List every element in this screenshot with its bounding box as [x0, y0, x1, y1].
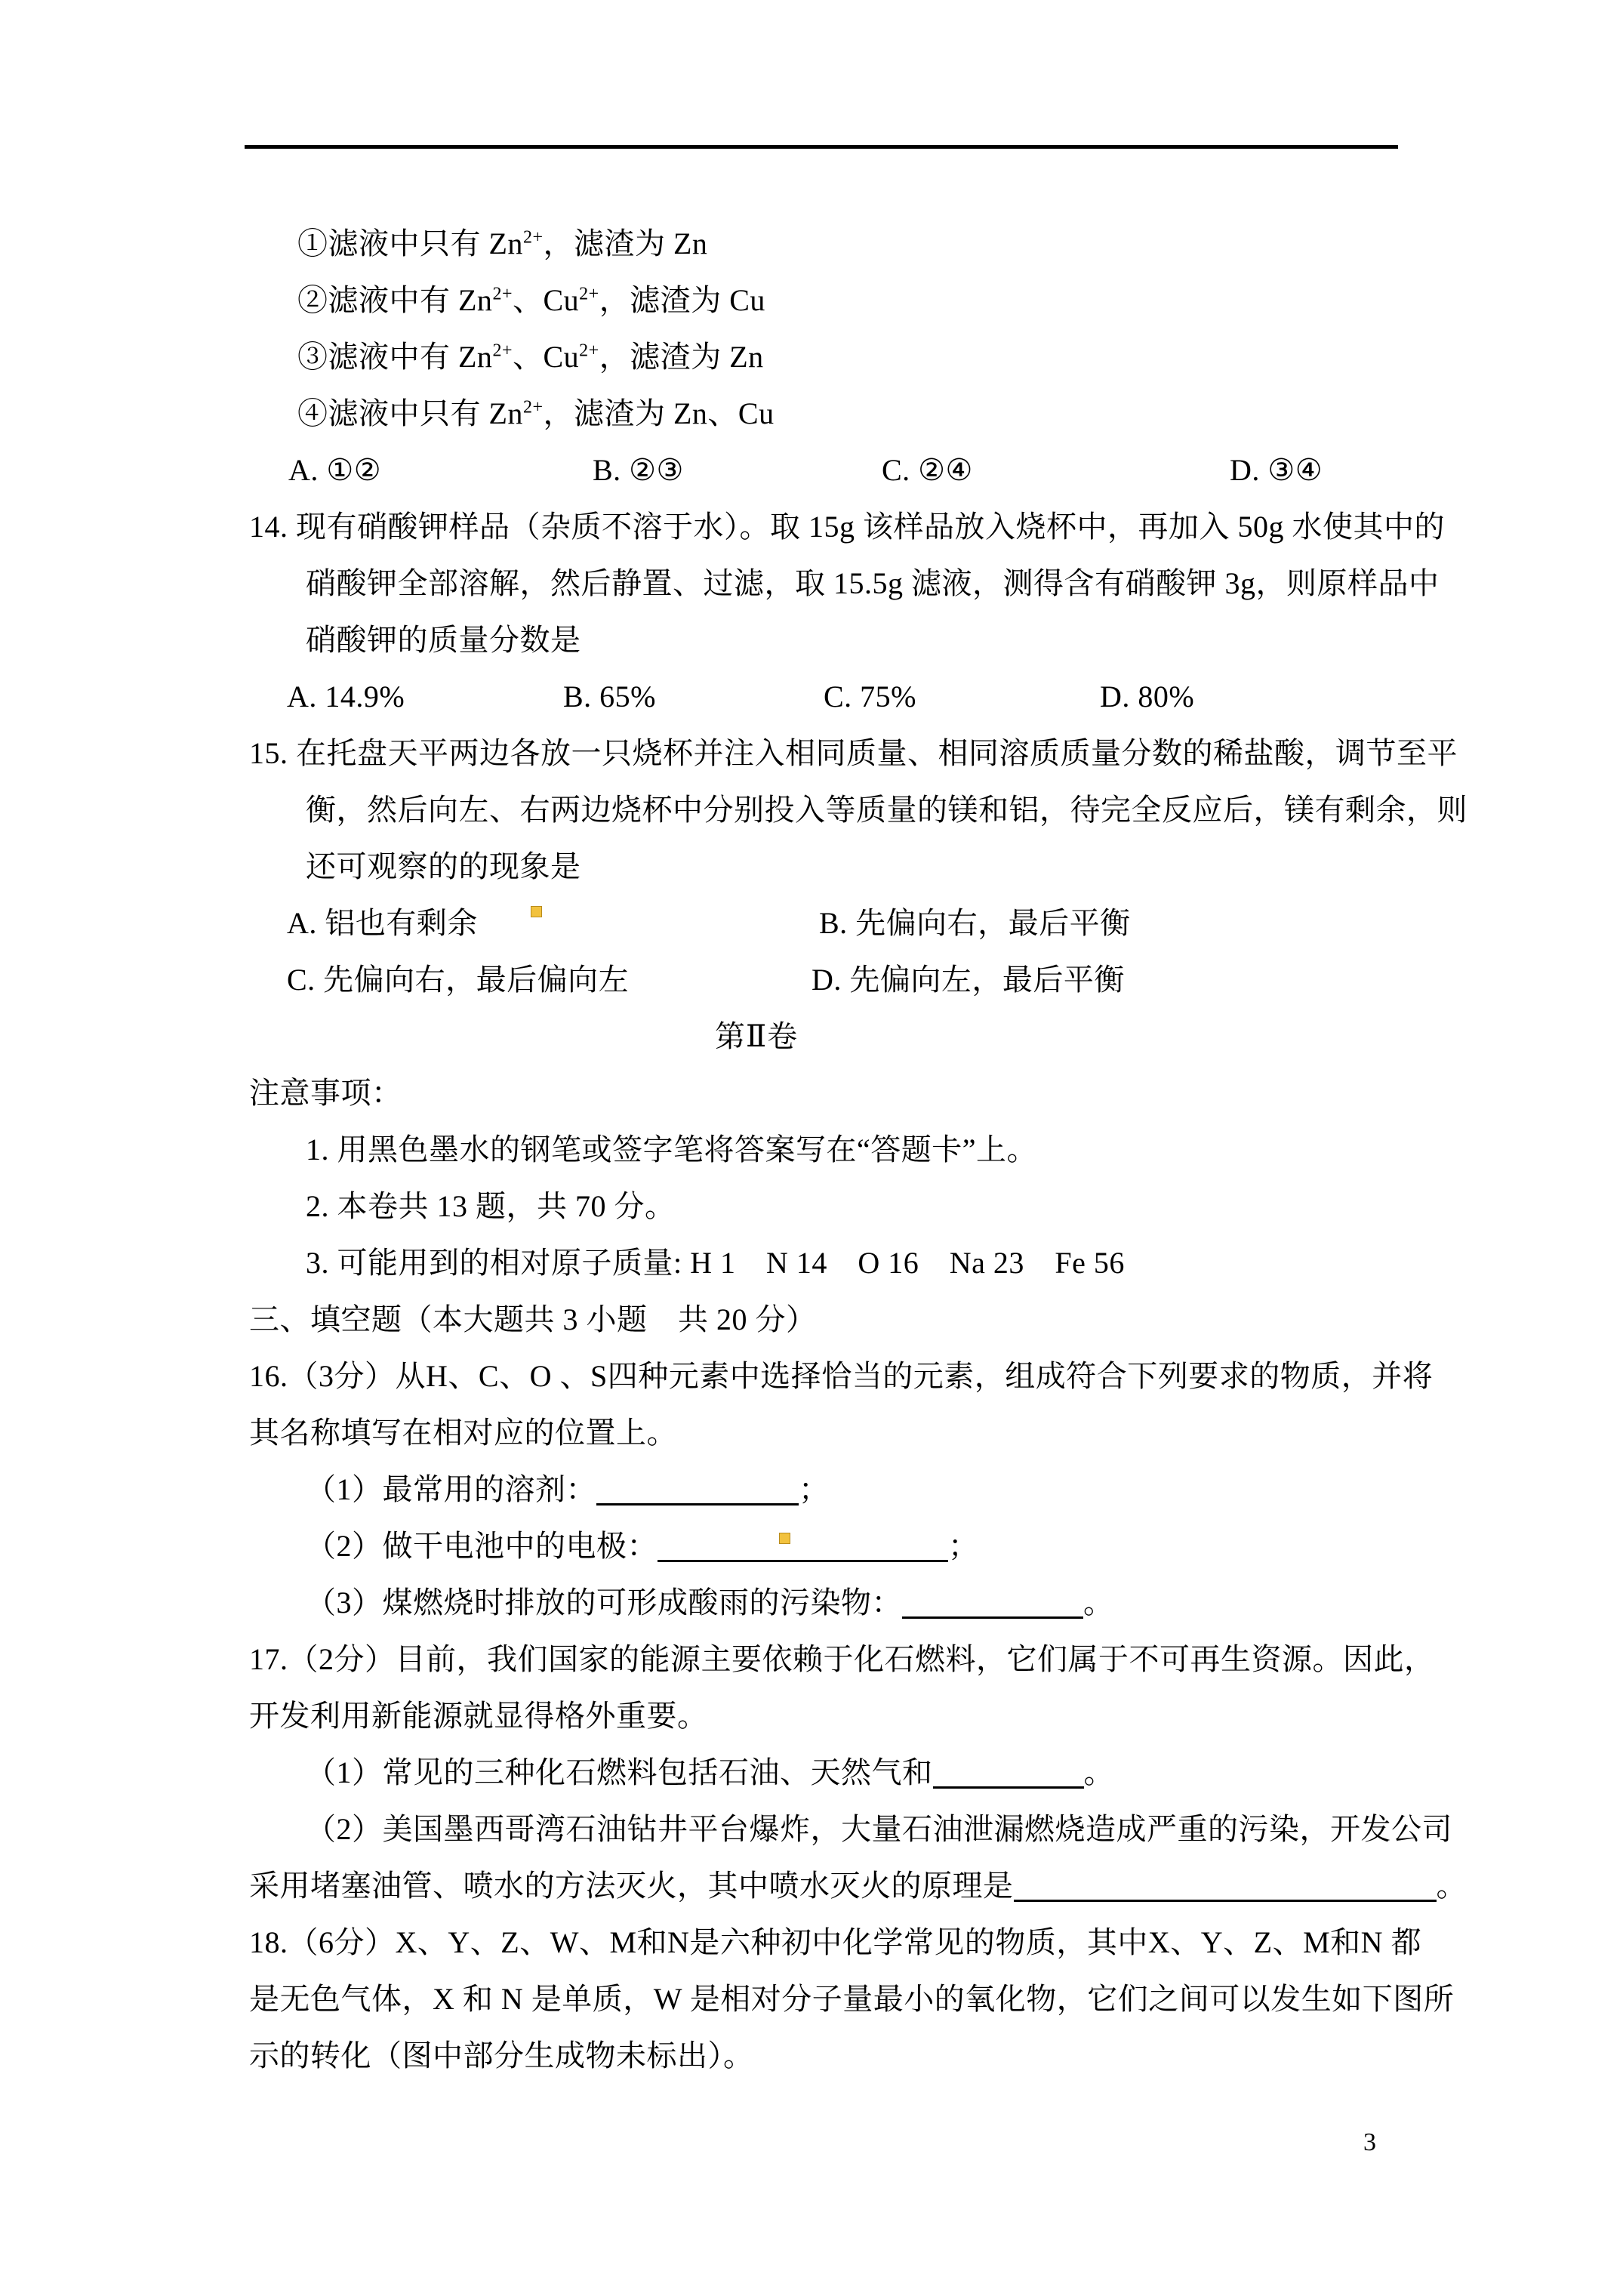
q13-option-c: C. ②④ — [882, 453, 973, 487]
q15-option-d: D. 先偏向左，最后平衡 — [812, 963, 1125, 997]
q14-text-line2: 硝酸钾全部溶解，然后静置、过滤，取 15.5g 滤液，测得含有硝酸钾 3g，则原样品中 — [306, 566, 1440, 600]
q13-statement-2 — [297, 272, 765, 328]
statement-text: ，滤渣为 Zn — [599, 340, 764, 374]
statement-text: ①滤液中只有 Zn — [297, 227, 523, 260]
statement-text: ③滤液中有 Zn — [297, 340, 493, 374]
q14-text-line1: 14. 现有硝酸钾样品（杂质不溶于水）。取 15g 该样品放入烧杯中，再加入 50g 水使其中的 — [249, 510, 1445, 544]
q14-text-line3: 硝酸钾的质量分数是 — [306, 623, 581, 657]
q17-text-line2: 开发利用新能源就显得格外重要。 — [249, 1699, 708, 1733]
q17-text-line1: 17.（2分）目前，我们国家的能源主要依赖于化石燃料，它们属于不可再生资源。因此， — [249, 1642, 1435, 1676]
yellow-highlight-mark-2 — [779, 1533, 790, 1544]
statement-text: ，滤渣为 Zn、Cu — [543, 396, 775, 430]
statement-text: 、Cu — [512, 340, 580, 374]
statement-text: ②滤液中有 Zn — [297, 283, 493, 317]
note-item-1: 1. 用黑色墨水的钢笔或签字笔将答案写在“答题卡”上。 — [306, 1133, 1038, 1166]
q14-option-d: D. 80% — [1100, 680, 1195, 713]
notes-header: 注意事项： — [249, 1076, 402, 1110]
q14-option-a: A. 14.9% — [287, 680, 405, 713]
section2-title: 第Ⅱ卷 — [715, 1019, 799, 1053]
page-number: 3 — [1363, 2128, 1376, 2156]
q15-option-b: B. 先偏向右，最后平衡 — [819, 906, 1131, 940]
ion-charge-superscript: 2+ — [492, 341, 513, 361]
q13-option-d: D. ③④ — [1230, 453, 1323, 487]
header-rule — [245, 145, 1398, 149]
punctuation: ； — [948, 1529, 979, 1563]
note-item-3: 3. 可能用到的相对原子质量: H 1 N 14 O 16 Na 23 Fe 56 — [306, 1246, 1125, 1280]
q16-sub3-label: （3）煤燃烧时排放的可形成酸雨的污染物： — [306, 1586, 902, 1620]
yellow-highlight-mark-1 — [531, 906, 542, 917]
punctuation: 。 — [1083, 1755, 1114, 1789]
ion-charge-superscript: 2+ — [579, 284, 599, 304]
q13-statement-3 — [297, 328, 764, 385]
fill-in-blank — [902, 1583, 1083, 1619]
statement-text: ，滤渣为 Zn — [543, 227, 708, 260]
note-item-2: 2. 本卷共 13 题，共 70 分。 — [306, 1189, 676, 1223]
ion-charge-superscript: 2+ — [579, 341, 599, 361]
q13-statement-4 — [297, 385, 775, 442]
q17-sub2-line1: （2）美国墨西哥湾石油钻井平台爆炸，大量石油泄漏燃烧造成严重的污染，开发公司 — [306, 1812, 1452, 1846]
q16-sub2 — [306, 1518, 979, 1574]
q14-option-c: C. 75% — [824, 680, 916, 713]
punctuation: 。 — [1083, 1586, 1114, 1620]
q18-text-line2: 是无色气体，X 和 N 是单质，W 是相对分子量最小的氧化物，它们之间可以发生如下图所 — [249, 1982, 1455, 2016]
ion-charge-superscript: 2+ — [522, 227, 544, 248]
q15-text-line1: 15. 在托盘天平两边各放一只烧杯并注入相同质量、相同溶质质量分数的稀盐酸，调节至平 — [249, 736, 1458, 770]
fill-in-blank — [658, 1527, 948, 1562]
q13-option-a: A. ①② — [288, 453, 382, 487]
q18-text-line3: 示的转化（图中部分生成物未标出）。 — [249, 2039, 754, 2073]
statement-text: ④滤液中只有 Zn — [297, 396, 523, 430]
ion-charge-superscript: 2+ — [492, 284, 513, 304]
q16-sub3 — [306, 1574, 1114, 1631]
fill-in-blank — [1014, 1866, 1437, 1902]
q13-option-b: B. ②③ — [593, 453, 684, 487]
fill-in-blank — [933, 1753, 1084, 1789]
q13-statement-1 — [297, 215, 707, 272]
q16-sub2-label: （2）做干电池中的电极： — [306, 1529, 658, 1563]
q15-option-a: A. 铝也有剩余 — [287, 906, 478, 940]
ion-charge-superscript: 2+ — [522, 397, 544, 418]
section3-header: 三、填空题（本大题共 3 小题 共 20 分） — [249, 1302, 817, 1336]
q15-option-c: C. 先偏向右，最后偏向左 — [287, 963, 630, 997]
q16-text-line1: 16.（3分）从H、C、O 、S四种元素中选择恰当的元素，组成符合下列要求的物质，并将 — [249, 1359, 1434, 1393]
q15-text-line2: 衡，然后向左、右两边烧杯中分别投入等质量的镁和铝，待完全反应后，镁有剩余，则 — [306, 793, 1467, 827]
punctuation: 。 — [1436, 1869, 1467, 1903]
statement-text: ，滤渣为 Cu — [599, 283, 765, 317]
q16-sub1-label: （1）最常用的溶剂： — [306, 1472, 596, 1506]
fill-in-blank — [596, 1470, 799, 1505]
punctuation: ； — [799, 1472, 830, 1506]
q17-sub2-label: 采用堵塞油管、喷水的方法灭火，其中喷水灭火的原理是 — [249, 1869, 1014, 1903]
q18-text-line1: 18.（6分）X、Y、Z、W、M和N是六种初中化学常见的物质，其中X、Y、Z、M和N 都 — [249, 1925, 1422, 1959]
q17-sub1-label: （1）常见的三种化石燃料包括石油、天然气和 — [306, 1755, 933, 1789]
q17-sub2-line2 — [249, 1857, 1467, 1914]
q14-option-b: B. 65% — [563, 680, 656, 713]
q15-text-line3: 还可观察的的现象是 — [306, 849, 581, 883]
q17-sub1 — [306, 1744, 1114, 1801]
q16-text-line2: 其名称填写在相对应的位置上。 — [249, 1416, 677, 1450]
q16-sub1 — [306, 1461, 830, 1518]
statement-text: 、Cu — [512, 283, 580, 317]
